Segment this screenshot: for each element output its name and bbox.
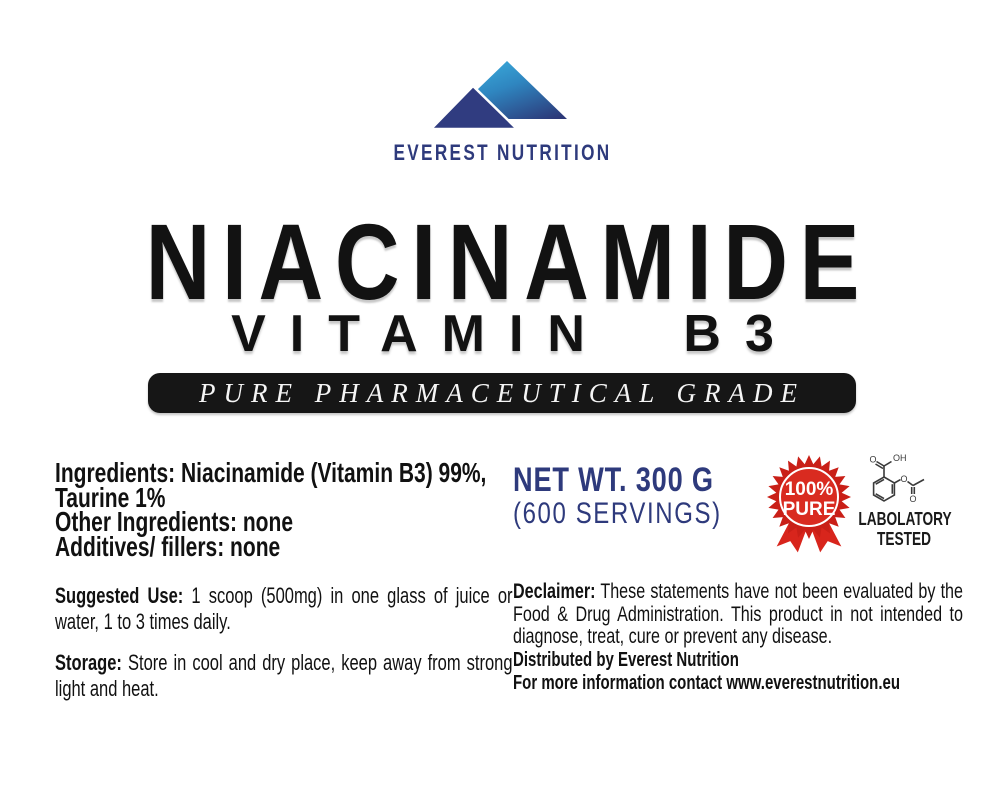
product-title: NIACINAMIDE (145, 201, 872, 322)
ingredients-line: Additives/ fillers: none (55, 530, 281, 562)
suggested-use-text: 1 scoop (500mg) in one glass of juice or water, 1 to 3 times daily. (55, 583, 513, 634)
ingredients-line: Taurine 1% (55, 481, 166, 513)
lab-tested-caption (858, 509, 952, 549)
distributor-line: For more information contact www.everestnutrition.eu (513, 672, 900, 694)
everest-logo-icon (419, 56, 589, 146)
badge-text-100: 100% (784, 479, 834, 500)
lab-tested-line: TESTED (877, 528, 931, 549)
distributor-line: Distributed by Everest Nutrition (513, 649, 739, 671)
chem-atom-o: O (900, 474, 908, 484)
badge-text-pure: PURE (782, 499, 836, 520)
servings-count: (600 SERVINGS) (513, 497, 722, 530)
storage-paragraph (55, 650, 513, 701)
storage-label: Storage: (55, 650, 122, 675)
chem-atom-o: O (909, 494, 917, 504)
ingredients-line: Other Ingredients: none (55, 506, 294, 537)
product-subtitle: VITAMIN B3 (231, 305, 798, 363)
disclaimer-paragraph (513, 580, 963, 648)
chemical-structure-icon (864, 452, 944, 508)
disclaimer-text: These statements have not been evaluated by the Food & Drug Administration. This product in not intended to diagnose, treat, cure or prevent any disease. (513, 579, 963, 648)
brand-name: EVEREST NUTRITION (393, 140, 612, 165)
lab-tested-line: LABOLATORY (858, 509, 952, 529)
pure-badge-icon (762, 452, 856, 558)
suggested-use-label: Suggested Use: (55, 583, 184, 608)
disclaimer-label: Declaimer: (513, 579, 596, 603)
distributor-block (513, 649, 963, 695)
storage-text: Store in cool and dry place, keep away from strong light and heat. (55, 650, 513, 701)
grade-banner-text: PURE PHARMACEUTICAL GRADE (199, 378, 805, 408)
chem-atom-oh: OH (893, 453, 907, 463)
ingredients-block (55, 457, 498, 562)
chem-atom-o: O (869, 454, 877, 465)
net-weight: NET WT. 300 G (513, 461, 714, 499)
ingredients-line: Ingredients: Niacinamide (Vitamin B3) 99%, (55, 457, 487, 488)
suggested-use-paragraph (55, 583, 513, 634)
grade-banner (148, 373, 856, 413)
